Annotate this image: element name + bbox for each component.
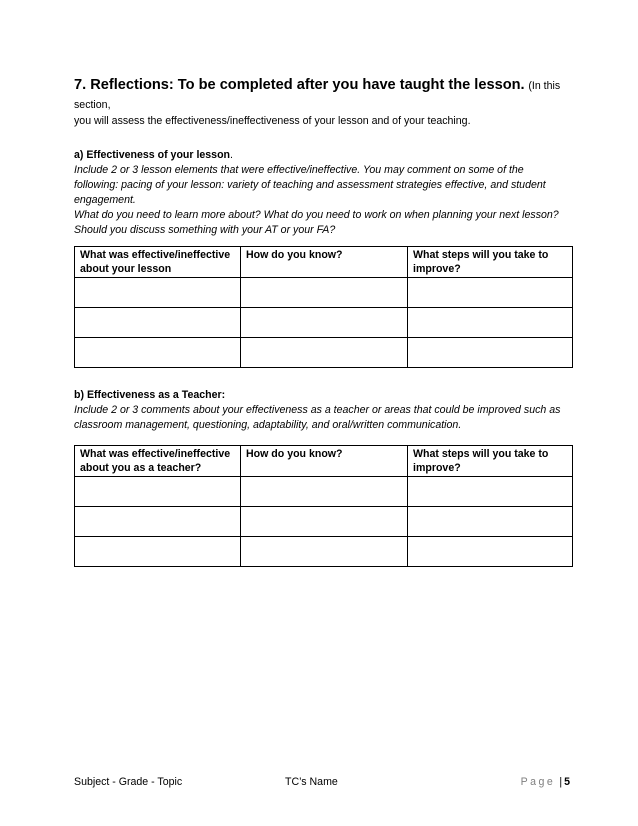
table-cell[interactable] bbox=[75, 338, 241, 368]
footer-tc-name: TC’s Name bbox=[285, 776, 338, 788]
part-b-instructions bbox=[74, 403, 570, 433]
footer-page-number: 5 bbox=[564, 776, 570, 788]
section-heading-continuation: you will assess the effectiveness/ineffectiveness of your lesson and of your teaching. bbox=[74, 115, 471, 127]
part-a-instruction-line: Include 2 or 3 lesson elements that were effective/ineffective. You may comment on some of the bbox=[74, 164, 524, 176]
table-row bbox=[75, 278, 573, 308]
table-cell[interactable] bbox=[408, 278, 573, 308]
section-heading bbox=[74, 76, 570, 114]
table-cell[interactable] bbox=[75, 308, 241, 338]
page-content bbox=[74, 76, 570, 567]
part-b-instruction-line: Include 2 or 3 comments about your effectiveness as a teacher or areas that could be improved such as bbox=[74, 404, 561, 416]
table-header-effective: What was effective/ineffective about you as a teacher? bbox=[75, 446, 241, 477]
part-a-instruction-line: What do you need to learn more about? What do you need to work on when planning your next lesson? bbox=[74, 209, 559, 221]
footer-separator: | bbox=[559, 776, 563, 788]
table-cell[interactable] bbox=[75, 477, 241, 507]
part-a-title-punct: . bbox=[230, 149, 233, 161]
table-cell[interactable] bbox=[241, 507, 408, 537]
footer-page-indicator bbox=[521, 775, 570, 789]
table-header-steps: What steps will you take to improve? bbox=[408, 247, 573, 278]
teacher-effectiveness-table bbox=[74, 445, 573, 567]
footer-subject-grade-topic: Subject - Grade - Topic bbox=[74, 776, 183, 788]
table-cell[interactable] bbox=[241, 477, 408, 507]
table-cell[interactable] bbox=[75, 507, 241, 537]
table-cell[interactable] bbox=[241, 308, 408, 338]
table-row bbox=[75, 477, 573, 507]
table-cell[interactable] bbox=[408, 507, 573, 537]
part-a-title bbox=[74, 148, 570, 163]
table-cell[interactable] bbox=[408, 308, 573, 338]
table-header-row bbox=[75, 247, 573, 278]
table-header-steps: What steps will you take to improve? bbox=[408, 446, 573, 477]
part-b-title: b) Effectiveness as a Teacher: bbox=[74, 389, 226, 401]
table-cell[interactable] bbox=[241, 278, 408, 308]
part-a-instructions bbox=[74, 163, 570, 238]
table-header-how-know: How do you know? bbox=[241, 446, 408, 477]
table-cell[interactable] bbox=[408, 537, 573, 567]
part-a-instruction-line: Should you discuss something with your AT or your FA? bbox=[74, 224, 336, 236]
section-heading-title: 7. Reflections: To be completed after you have taught the lesson. bbox=[74, 77, 525, 93]
part-a-title-text: a) Effectiveness of your lesson bbox=[74, 149, 231, 161]
section-heading-note: (In this section, bbox=[74, 80, 561, 111]
table-row bbox=[75, 308, 573, 338]
table-header-how-know: How do you know? bbox=[241, 247, 408, 278]
table-cell[interactable] bbox=[408, 477, 573, 507]
lesson-effectiveness-table bbox=[74, 246, 573, 368]
footer-page-word: Page bbox=[520, 776, 556, 788]
table-cell[interactable] bbox=[75, 278, 241, 308]
table-header-effective: What was effective/ineffective about your lesson bbox=[75, 247, 241, 278]
table-row bbox=[75, 338, 573, 368]
table-cell[interactable] bbox=[241, 537, 408, 567]
table-cell[interactable] bbox=[75, 537, 241, 567]
part-a-instruction-line: following: pacing of your lesson: variety of teaching and assessment strategies effective, and student bbox=[74, 179, 546, 191]
table-cell[interactable] bbox=[408, 338, 573, 368]
table-cell[interactable] bbox=[241, 338, 408, 368]
part-a-instruction-line: engagement. bbox=[74, 194, 136, 206]
table-row bbox=[75, 507, 573, 537]
part-b-instruction-line: classroom management, questioning, adaptability, and oral/written communication. bbox=[74, 419, 462, 431]
table-header-row bbox=[75, 446, 573, 477]
table-row bbox=[75, 537, 573, 567]
